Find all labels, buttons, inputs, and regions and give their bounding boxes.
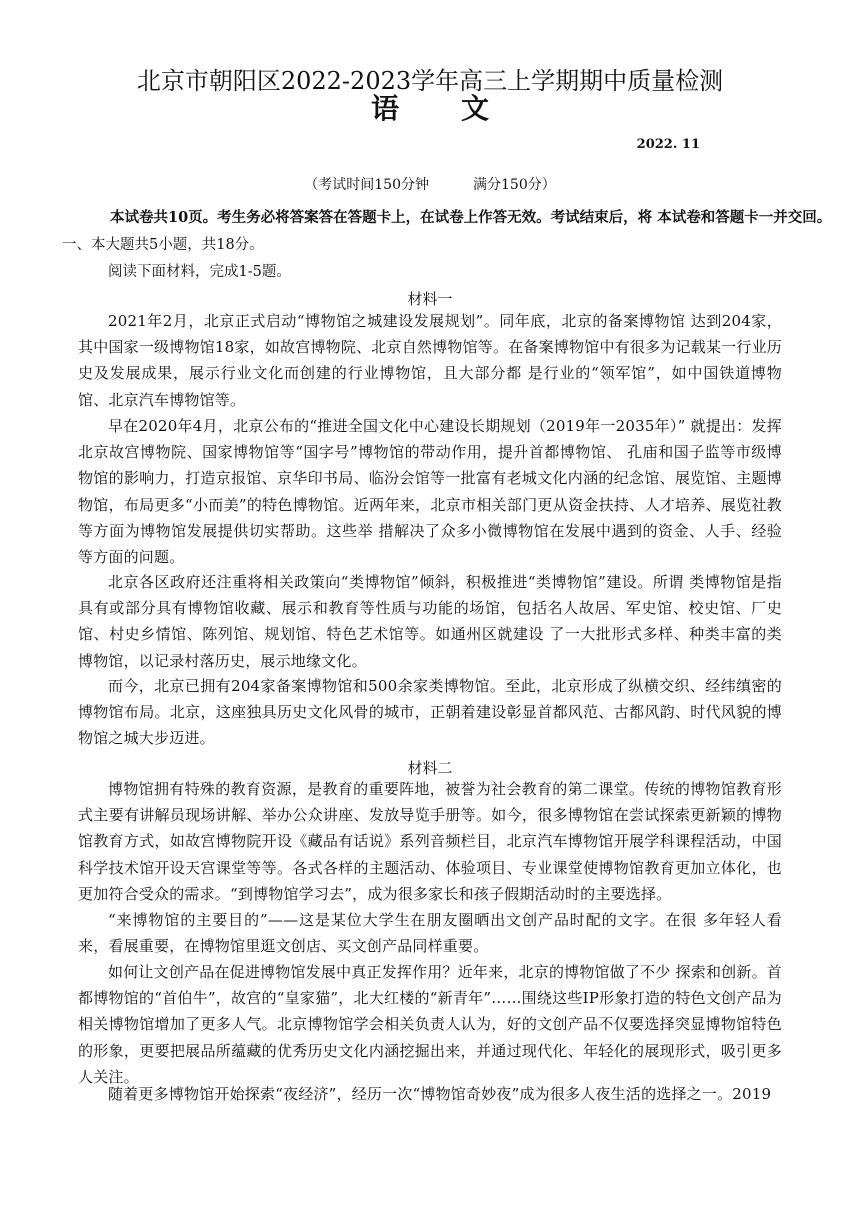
material-2-title: 材料二 [407,759,453,777]
material-1-paragraph: 而今，北京已拥有204家备案博物馆和500余家类博物馆。至此，北京形成了纵横交织、经纬缜密的博物馆布局。北京，这座独具历史文化风骨的城市，正朝着建设彰显首都风范、古都风韵、时代风貌的博物馆之城大步迈进。 [78,677,782,748]
section-heading: 一、本大题共5小题，共18分。 [62,237,264,253]
material-1-paragraph: 北京各区政府还注重将相关政策向“类博物馆”倾斜，积极推进“类博物馆”建设。所谓 类博物馆是指具有或部分具有博物馆收藏、展示和教育等性质与功能的场馆，包括名人故居、军史馆、校史馆、厂史馆、村史乡情馆、陈列馆、规划馆、特色艺术馆等。如通州区就建设 了一大批形式多样、种类丰富的类博物馆，以记录村落历史，展示地缘文化。 [78,573,782,670]
exam-duration: （考试时间150分钟 [304,177,429,193]
material-2-paragraph: 随着更多博物馆开始探索“夜经济”，经历一次“博物馆奇妙夜”成为很多人夜生活的选择之一。2019 [108,1085,772,1103]
exam-time-info [0,174,860,194]
subject-title [0,92,860,126]
exam-date: 2022. 11 [636,137,700,152]
exam-full-score: 满分150分） [473,177,556,193]
material-1-paragraph: 2021年2月，北京正式启动“博物馆之城建设发展规划”。同年底，北京的备案博物馆 达到204家，其中国家一级博物馆18家，如故宫博物院、北京自然博物馆等。在备案博物馆中有很多为记载某一行业历史及发展成果，展示行业文化而创建的行业博物馆，且大部分都 是行业的“领军馆”，如中国铁道博物馆、北京汽车博物馆等。 [78,312,782,409]
material-2-paragraph: 如何让文创产品在促进博物馆发展中真正发挥作用？近年来，北京的博物馆做了不少 探索和创新。首都博物馆的“首伯牛”，故宫的“皇家猫”，北大红楼的“新青年”……围绕这些IP形象打造的特色文创产品为相关博物馆增加了更多人气。北京博物馆学会相关负责人认为，好的文创产品不仅要选择突显博物馆特色的形象，更要把展品所蕴藏的优秀历史文化内涵挖掘出来，并通过现代化、年轻化的展现形式，吸引更多人关注。 [78,963,782,1086]
subject-char-2: 文 [461,92,490,125]
material-2-paragraph: 博物馆拥有特殊的教育资源，是教育的重要阵地，被誉为社会教育的第二课堂。传统的博物馆教育形式主要有讲解员现场讲解、举办公众讲座、发放导览手册等。如今，很多博物馆在尝试探索更新颖的博物馆教育方式，如故宫博物院开设《藏品有话说》系列音频栏目，北京汽车博物馆开展学科课程活动，中国科学技术馆开设天宫课堂等等。各式各样的主题活动、体验项目、专业课堂使博物馆教育更加立体化，也更加符合受众的需求。“到博物馆学习去”，成为很多家长和孩子假期活动时的主要选择。 [78,780,782,903]
section-instruction: 阅读下面材料，完成1-5题。 [108,264,291,280]
subject-char-1: 语 [370,92,399,125]
material-1-title: 材料一 [407,290,453,308]
exam-title: 北京市朝阳区2022-2023学年高三上学期期中质量检测 [136,67,724,95]
material-1-paragraph: 早在2020年4月，北京公布的“推进全国文化中心建设长期规划（2019年一2035年）” 就提出：发挥北京故宫博物院、国家博物馆等“国字号”博物馆的带动作用，提升首都博物馆、 孔庙和国子监等市级博物馆的影响力，打造京报馆、京华印书局、临汾会馆等一批富有老城文化内涵的纪念馆、展览馆、主题博物馆，布局更多“小而美”的特色博物馆。近两年来，北京市相关部门更从资金扶持、人才培养、展览社教等方面为博物馆发展提供切实帮助。这些举 措解决了众多小微博物馆在发展中遇到的资金、人手、经验等方面的问题。 [78,417,782,567]
exam-notice: 本试卷共10页。考生务必将答案答在答题卡上，在试卷上作答无效。考试结束后，将 本试卷和答题卡一并交回。 [110,209,832,226]
material-2-paragraph: “来博物馆的主要目的”——这是某位大学生在朋友圈晒出文创产品时配的文字。在很 多年轻人看来，看展重要，在博物馆里逛文创店、买文创产品同样重要。 [78,911,782,956]
